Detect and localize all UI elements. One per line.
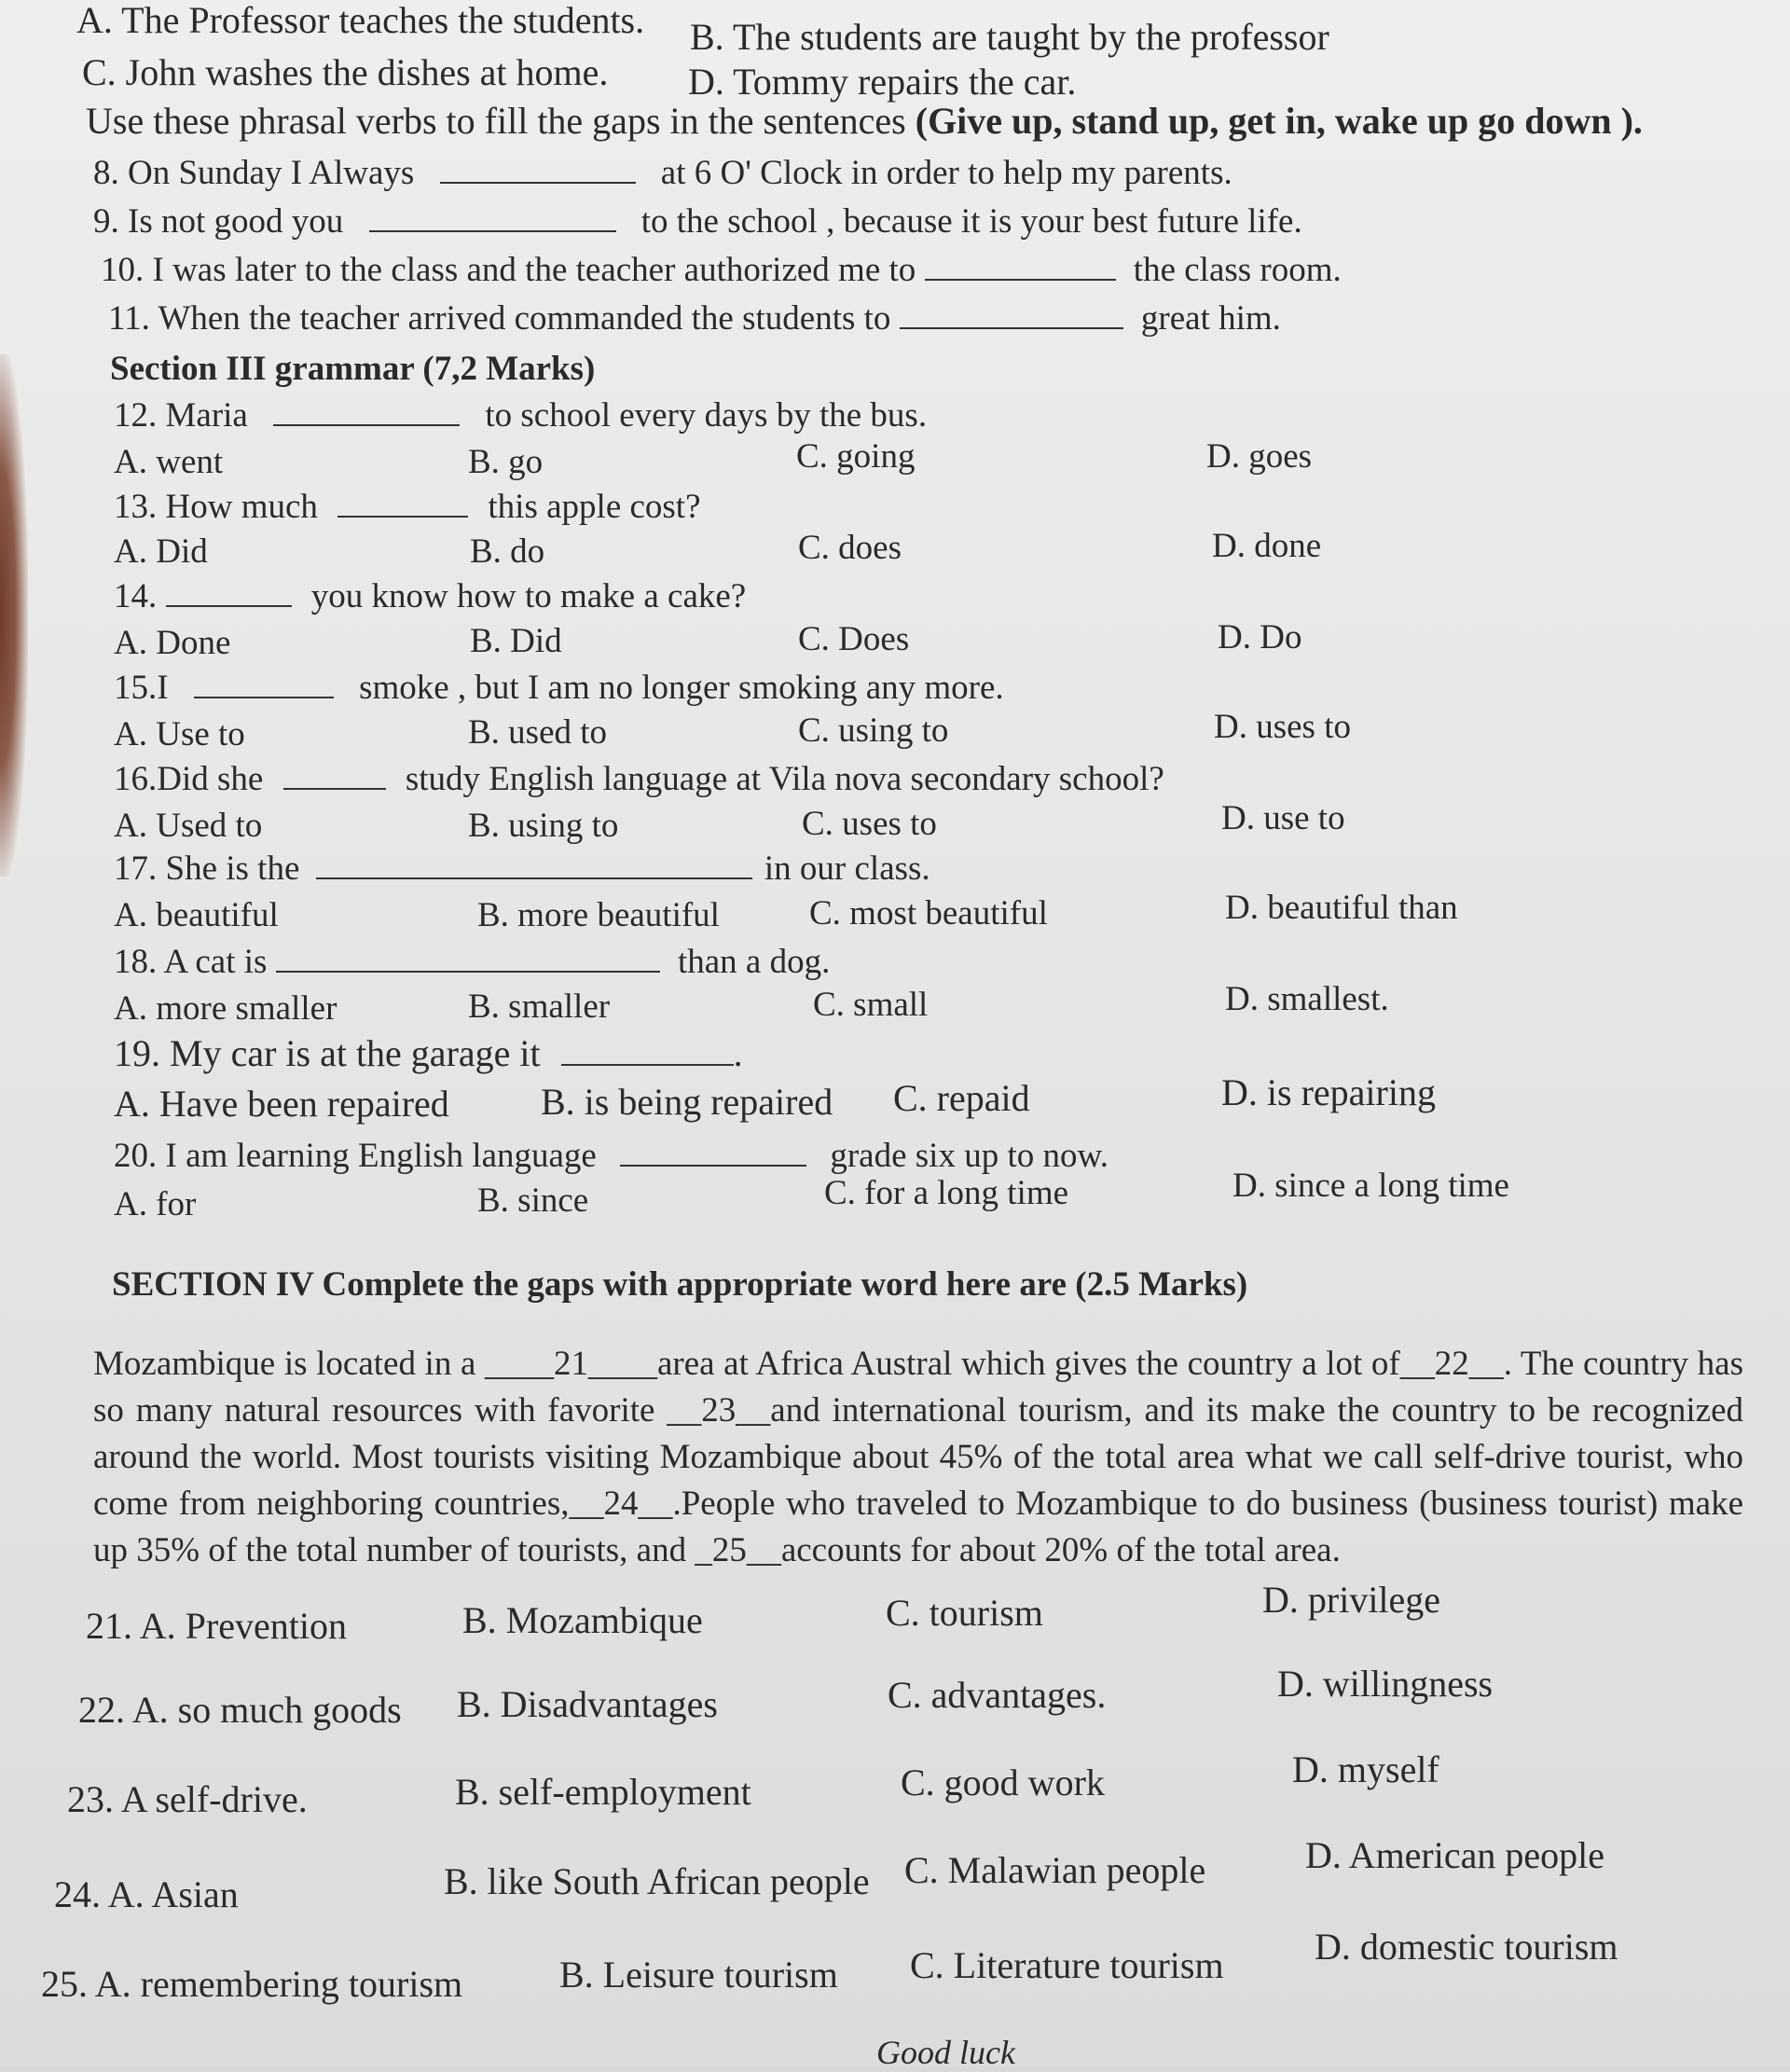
q16-option-d[interactable]: D. use to	[1221, 799, 1345, 837]
q14-blank[interactable]	[166, 577, 292, 607]
q11-text: 11. When the teacher arrived commanded the students to	[108, 299, 891, 338]
q13-text-after: this apple cost?	[488, 488, 701, 526]
q11-text-after: great him.	[1140, 299, 1281, 338]
q19-blank[interactable]	[561, 1036, 734, 1066]
q17-text: 17. She is the	[114, 850, 300, 888]
q15-option-c[interactable]: C. using to	[798, 711, 949, 750]
q12-text-after: to school every days by the bus.	[485, 396, 928, 435]
q9-text-after: to the school , because it is your best future life.	[640, 202, 1302, 241]
q19-text-after: .	[733, 1032, 743, 1074]
q16-blank[interactable]	[283, 760, 386, 790]
q15-option-d[interactable]: D. uses to	[1214, 708, 1351, 746]
q23-option-b[interactable]: B. self-employment	[455, 1771, 751, 1813]
q12-blank[interactable]	[273, 396, 460, 426]
q8-text: 8. On Sunday I Always	[93, 154, 415, 192]
q24-option-a[interactable]: 24. A. Asian	[54, 1873, 239, 1915]
q19-text: 19. My car is at the garage it	[114, 1032, 541, 1074]
q14-option-c[interactable]: C. Does	[798, 620, 910, 658]
passage-text: Mozambique is located in a ____21____area at Africa Austral which gives the country a lot of__22__. The country has so many natural resources with favorite __23__and international tourism, and its make the country to be recognized around the world. Most tourists visiting Mozambique about 45% of the total area what we call self-drive tourist, who come from neighboring countries,__24__.People who traveled to Mozambique to do business (business tourist) make up 35% of the total number of tourists, and _25__accounts for about 20% of the total area.	[93, 1345, 1743, 1569]
q8-blank[interactable]	[440, 154, 636, 184]
phrasal-instruction	[86, 101, 1643, 142]
q15-text: 15.I	[114, 669, 169, 707]
option-b: B. The students are taught by the professor	[690, 16, 1329, 58]
q25-option-d[interactable]: D. domestic tourism	[1315, 1926, 1618, 1968]
section-3-title: Section III grammar (7,2 Marks)	[110, 350, 596, 388]
question-18	[114, 942, 830, 983]
q18-option-a[interactable]: A. more smaller	[114, 989, 337, 1028]
q15-text-after: smoke , but I am no longer smoking any more.	[359, 669, 1004, 707]
q9-text: 9. Is not good you	[93, 202, 344, 241]
question-16	[114, 759, 1164, 800]
question-11	[108, 298, 1281, 339]
q9-blank[interactable]	[369, 202, 616, 232]
q22-option-d[interactable]: D. willingness	[1277, 1663, 1494, 1705]
q14-option-a[interactable]: A. Done	[114, 624, 231, 662]
q22-option-b[interactable]: B. Disadvantages	[457, 1683, 718, 1725]
q12-option-d[interactable]: D. goes	[1206, 437, 1313, 476]
q17-option-c[interactable]: C. most beautiful	[809, 894, 1048, 932]
q17-text-after: in our class.	[764, 850, 930, 888]
q19-option-c[interactable]: C. repaid	[893, 1077, 1030, 1119]
q18-text-after: than a dog.	[677, 943, 831, 981]
q23-option-d[interactable]: D. myself	[1292, 1748, 1439, 1790]
q21-option-a[interactable]: 21. A. Prevention	[86, 1605, 347, 1647]
q17-option-d[interactable]: D. beautiful than	[1225, 889, 1458, 927]
q24-option-d[interactable]: D. American people	[1305, 1834, 1604, 1876]
q18-blank[interactable]	[276, 943, 660, 973]
q13-option-b[interactable]: B. do	[470, 532, 545, 571]
question-20	[114, 1136, 1108, 1177]
q10-text-after: the class room.	[1133, 251, 1342, 289]
q20-option-b[interactable]: B. since	[477, 1181, 589, 1220]
q17-option-a[interactable]: A. beautiful	[114, 896, 279, 934]
q12-option-b[interactable]: B. go	[468, 443, 544, 481]
q15-blank[interactable]	[194, 669, 334, 698]
q16-text-after: study English language at Vila nova secondary school?	[405, 760, 1164, 798]
q24-option-c[interactable]: C. Malawian people	[904, 1849, 1206, 1891]
q12-option-a[interactable]: A. went	[114, 443, 224, 481]
q20-text: 20. I am learning English language	[114, 1137, 597, 1175]
q20-option-d[interactable]: D. since a long time	[1232, 1167, 1509, 1205]
q16-option-b[interactable]: B. using to	[468, 807, 619, 845]
q12-text: 12. Maria	[114, 396, 248, 435]
q23-option-c[interactable]: C. good work	[901, 1761, 1105, 1803]
q14-option-b[interactable]: B. Did	[470, 622, 562, 660]
question-10	[101, 250, 1342, 291]
q13-text: 13. How much	[114, 488, 318, 526]
question-12	[114, 395, 927, 436]
q23-option-a[interactable]: 23. A self-drive.	[67, 1778, 308, 1820]
section-4-passage	[93, 1341, 1743, 1574]
q11-blank[interactable]	[900, 299, 1123, 329]
section-4-title: SECTION IV Complete the gaps with appropriate word here are (2.5 Marks)	[112, 1265, 1248, 1304]
q18-option-d[interactable]: D. smallest.	[1225, 980, 1389, 1018]
q19-option-b[interactable]: B. is being repaired	[541, 1081, 833, 1123]
q25-option-b[interactable]: B. Leisure tourism	[559, 1954, 838, 1996]
q18-option-c[interactable]: C. small	[813, 986, 929, 1024]
q13-option-c[interactable]: C. does	[798, 529, 902, 567]
question-8	[93, 153, 1232, 194]
option-c: C. John washes the dishes at home.	[82, 51, 609, 93]
q20-option-c[interactable]: C. for a long time	[824, 1174, 1069, 1212]
question-19	[114, 1033, 743, 1074]
q10-blank[interactable]	[925, 251, 1116, 281]
option-a: A. The Professor teaches the students.	[76, 0, 645, 41]
q24-option-b[interactable]: B. like South African people	[444, 1860, 870, 1902]
q18-text: 18. A cat is	[114, 943, 268, 981]
instruction-text: Use these phrasal verbs to fill the gaps in the sentences	[86, 100, 906, 142]
finger-shadow	[0, 354, 28, 877]
q13-blank[interactable]	[337, 488, 468, 518]
q15-option-a[interactable]: A. Use to	[114, 715, 245, 753]
q10-text: 10. I was later to the class and the teacher authorized me to	[101, 251, 916, 289]
q14-text-after: you know how to make a cake?	[310, 577, 747, 615]
question-13	[114, 487, 701, 528]
q25-option-c[interactable]: C. Literature tourism	[910, 1944, 1224, 1986]
q16-text: 16.Did she	[114, 760, 264, 798]
q22-option-a[interactable]: 22. A. so much goods	[78, 1689, 402, 1731]
q20-option-a[interactable]: A. for	[114, 1185, 197, 1223]
question-17	[114, 849, 930, 890]
q21-option-b[interactable]: B. Mozambique	[462, 1599, 703, 1641]
q16-option-a[interactable]: A. Used to	[114, 807, 263, 845]
good-luck-footer: Good luck	[876, 2034, 1015, 2071]
question-9	[93, 201, 1302, 242]
q17-option-b[interactable]: B. more beautiful	[477, 896, 720, 934]
q14-option-d[interactable]: D. Do	[1218, 618, 1302, 656]
q21-option-c[interactable]: C. tourism	[886, 1592, 1043, 1634]
option-d: D. Tommy repairs the car.	[688, 61, 1077, 103]
q8-text-after: at 6 O' Clock in order to help my parents.	[660, 154, 1232, 192]
q21-option-d[interactable]: D. privilege	[1262, 1579, 1441, 1621]
question-15	[114, 668, 1004, 709]
q12-option-c[interactable]: C. going	[796, 437, 916, 476]
q18-option-b[interactable]: B. smaller	[468, 988, 611, 1026]
q19-option-a[interactable]: A. Have been repaired	[114, 1083, 449, 1125]
q25-option-a[interactable]: 25. A. remembering tourism	[41, 1963, 463, 2005]
q13-option-a[interactable]: A. Did	[114, 532, 208, 571]
q13-option-d[interactable]: D. done	[1212, 527, 1322, 565]
question-14	[114, 576, 746, 617]
q20-text-after: grade six up to now.	[830, 1137, 1109, 1175]
q14-text: 14.	[114, 577, 158, 615]
phrasal-verb-list: (Give up, stand up, get in, wake up go down ).	[915, 100, 1643, 142]
q22-option-c[interactable]: C. advantages.	[888, 1674, 1107, 1716]
q20-blank[interactable]	[620, 1137, 806, 1167]
q15-option-b[interactable]: B. used to	[468, 713, 608, 752]
q17-blank[interactable]	[316, 850, 752, 879]
q16-option-c[interactable]: C. uses to	[802, 805, 937, 843]
q19-option-d[interactable]: D. is repairing	[1221, 1071, 1436, 1113]
